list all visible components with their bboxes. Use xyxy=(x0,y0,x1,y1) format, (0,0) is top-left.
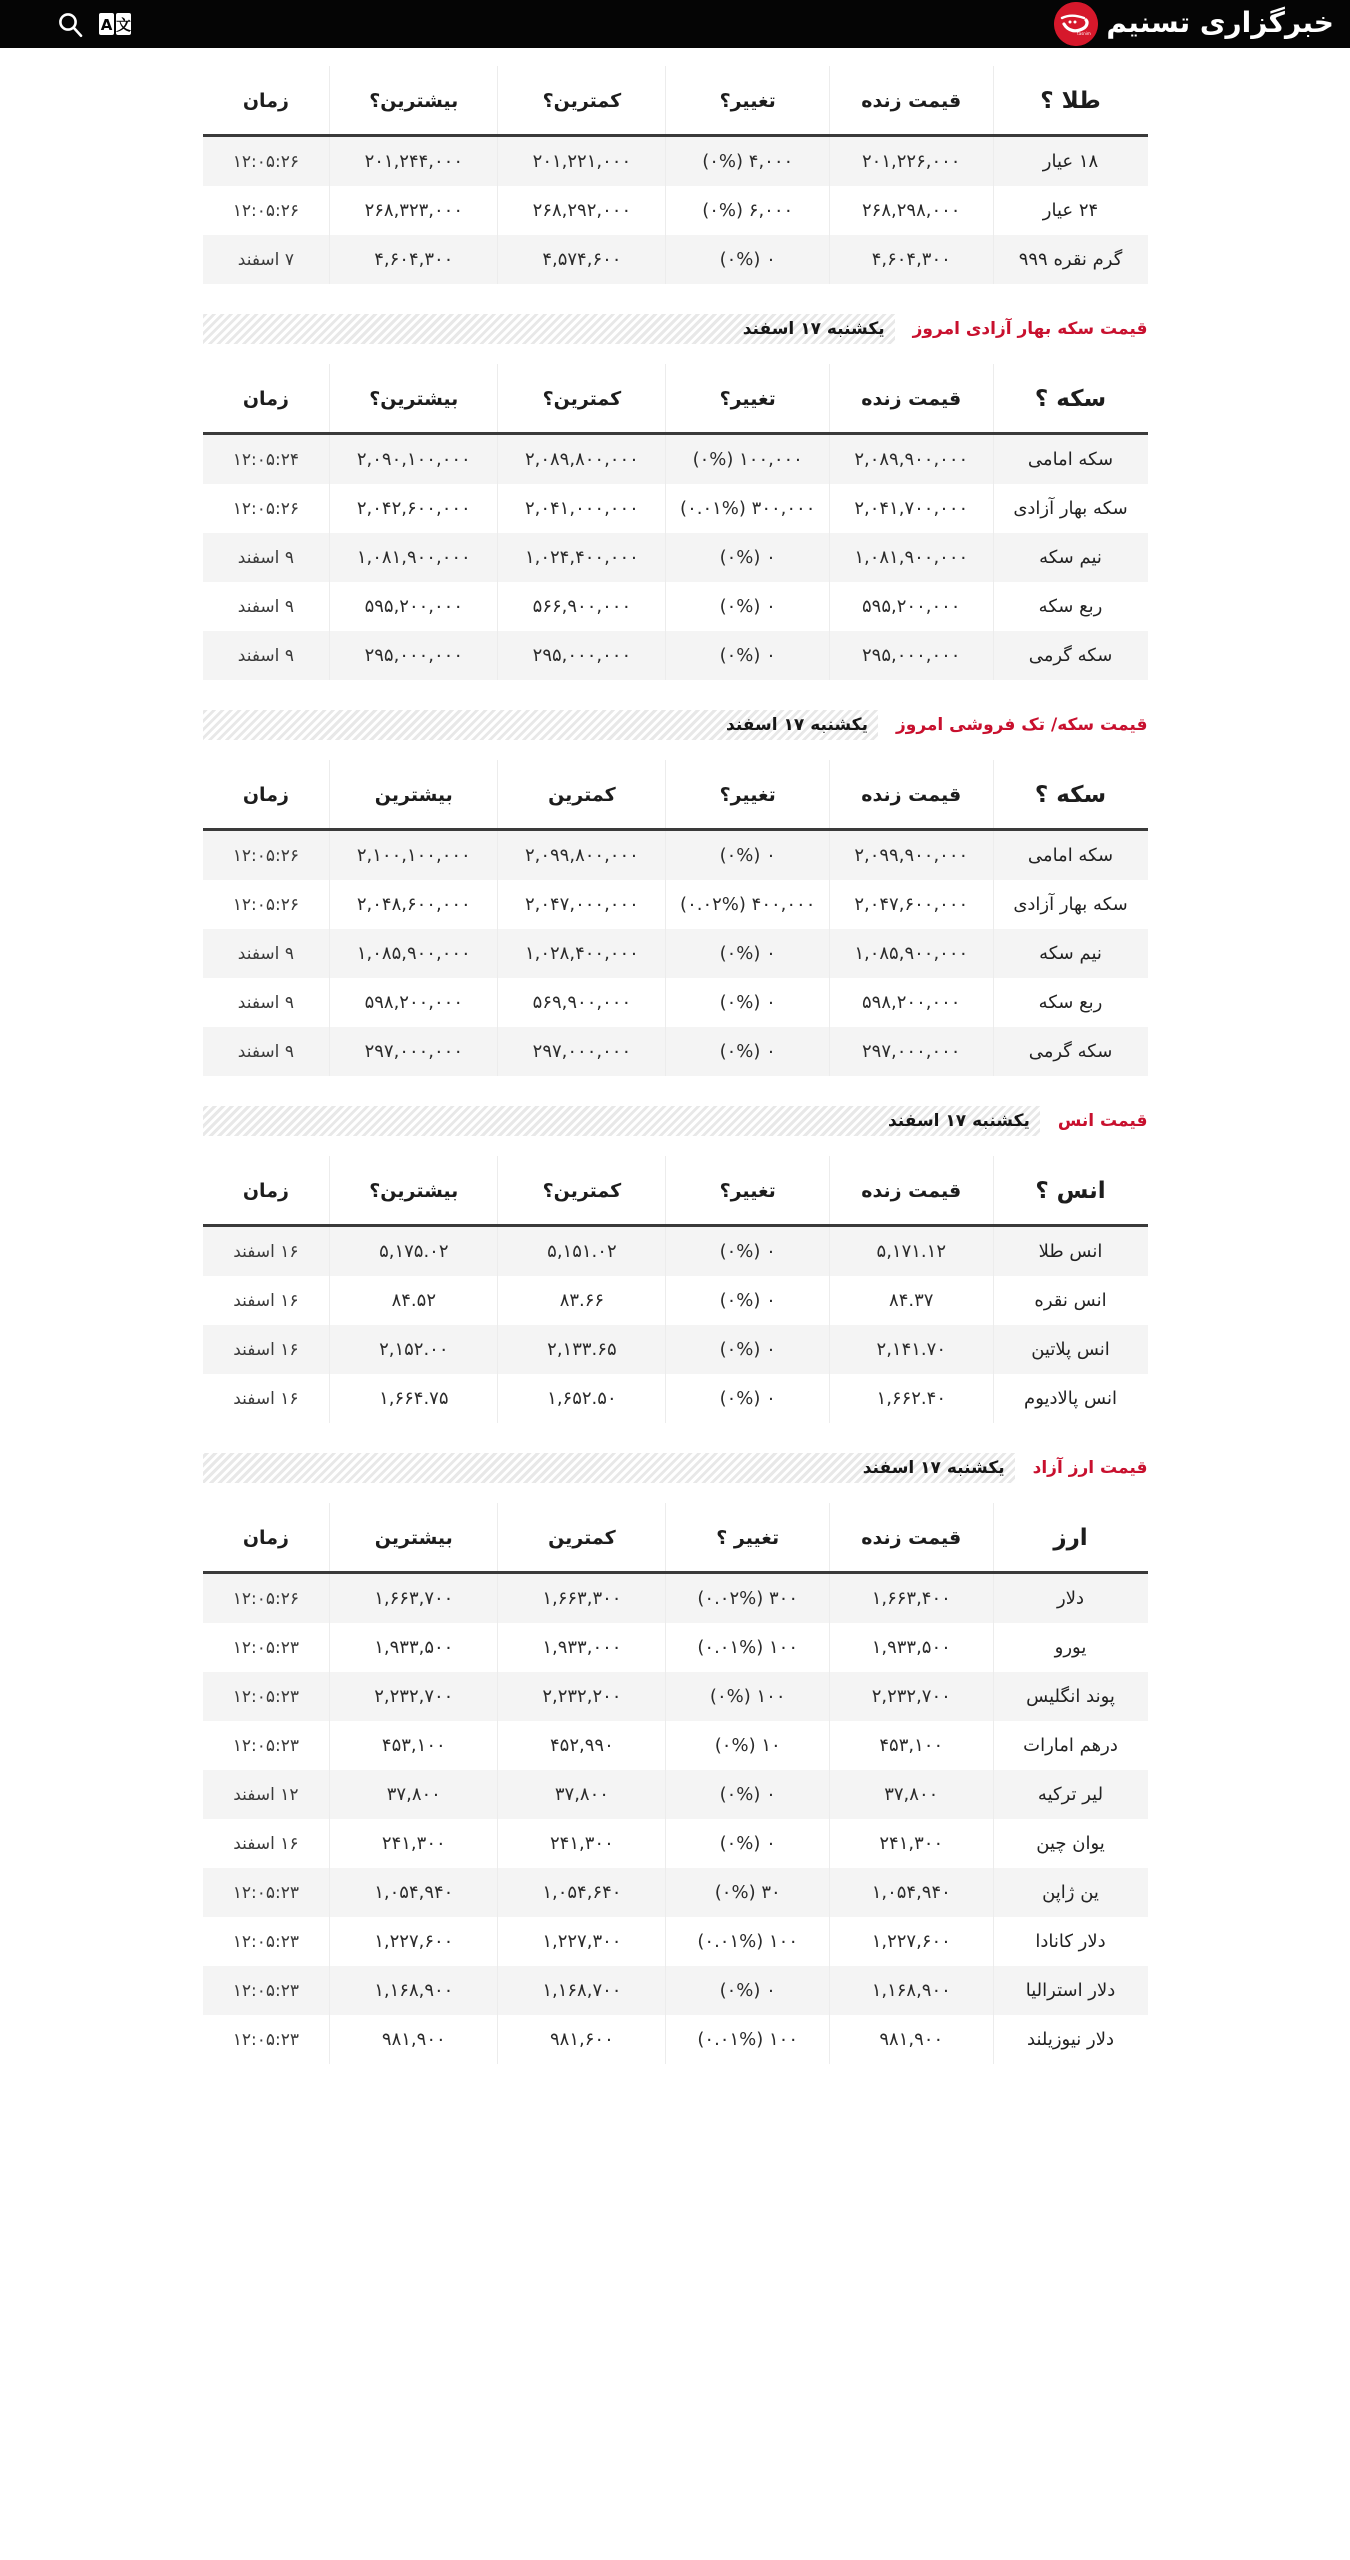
update-time: ۱۶ اسفند xyxy=(203,1226,330,1277)
asset-name: دلار نیوزیلند xyxy=(993,2015,1147,2064)
lowest-price: ۸۳.۶۶ xyxy=(498,1276,666,1325)
section-stripe xyxy=(203,1106,1040,1136)
asset-name: لیر ترکیه xyxy=(993,1770,1147,1819)
column-header-time: زمان xyxy=(203,66,330,136)
section-date: یکشنبه ۱۷ اسفند xyxy=(862,1458,1005,1478)
asset-name: سکه بهار آزادی xyxy=(993,484,1147,533)
column-header-highest: بیشترین xyxy=(330,1503,498,1573)
live-price: ۱,۰۸۵,۹۰۰,۰۰۰ xyxy=(829,929,993,978)
table-row xyxy=(203,1027,1148,1076)
highest-price: ۱,۲۲۷,۶۰۰ xyxy=(330,1917,498,1966)
lowest-price: ۱,۲۲۷,۳۰۰ xyxy=(498,1917,666,1966)
column-header-live-price: قیمت زنده xyxy=(829,1156,993,1226)
section-gold xyxy=(0,48,1350,312)
highest-price: ۲,۲۳۲,۷۰۰ xyxy=(330,1672,498,1721)
section-header-forex xyxy=(203,1451,1148,1485)
asset-name: انس طلا xyxy=(993,1226,1147,1277)
live-price: ۲۰۱,۲۲۶,۰۰۰ xyxy=(829,136,993,187)
asset-name: دلار کانادا xyxy=(993,1917,1147,1966)
highest-price: ۴۵۳,۱۰۰ xyxy=(330,1721,498,1770)
lowest-price: ۱,۰۲۸,۴۰۰,۰۰۰ xyxy=(498,929,666,978)
section-title[interactable]: قیمت انس xyxy=(1057,1111,1148,1131)
change-value: ۰ (۰%) xyxy=(666,582,830,631)
column-header-highest: بیشترین؟ xyxy=(330,66,498,136)
lowest-price: ۱,۰۵۴,۶۴۰ xyxy=(498,1868,666,1917)
asset-name: یورو xyxy=(993,1623,1147,1672)
asset-name: ربع سکه xyxy=(993,582,1147,631)
table-row xyxy=(203,631,1148,680)
highest-price: ۱,۹۳۳,۵۰۰ xyxy=(330,1623,498,1672)
lowest-price: ۵,۱۵۱.۰۲ xyxy=(498,1226,666,1277)
change-value: ۶,۰۰۰ (۰%) xyxy=(666,186,830,235)
column-header-change: تغییر ؟ xyxy=(666,1503,830,1573)
asset-name: ربع سکه xyxy=(993,978,1147,1027)
column-header-time: زمان xyxy=(203,1156,330,1226)
update-time: ۱۲:۰۵:۲۳ xyxy=(203,1868,330,1917)
update-time: ۹ اسفند xyxy=(203,929,330,978)
table-row xyxy=(203,533,1148,582)
column-header-asset: سکه ؟ xyxy=(993,364,1147,434)
lowest-price: ۲۹۵,۰۰۰,۰۰۰ xyxy=(498,631,666,680)
column-header-change: تغییر؟ xyxy=(666,364,830,434)
change-value: ۰ (۰%) xyxy=(666,1374,830,1423)
column-header-change: تغییر؟ xyxy=(666,1156,830,1226)
highest-price: ۱,۶۶۳,۷۰۰ xyxy=(330,1573,498,1624)
live-price: ۱,۰۸۱,۹۰۰,۰۰۰ xyxy=(829,533,993,582)
change-value: ۰ (۰%) xyxy=(666,1966,830,2015)
section-stripe xyxy=(203,710,878,740)
column-header-highest: بیشترین؟ xyxy=(330,1156,498,1226)
highest-price: ۱,۰۵۴,۹۴۰ xyxy=(330,1868,498,1917)
hamburger-menu-icon[interactable] xyxy=(12,12,42,36)
gold-table-card xyxy=(203,48,1148,312)
live-price: ۴,۶۰۴,۳۰۰ xyxy=(829,235,993,284)
highest-price: ۹۸۱,۹۰۰ xyxy=(330,2015,498,2064)
table-header-row xyxy=(203,364,1148,434)
update-time: ۱۲:۰۵:۲۳ xyxy=(203,2015,330,2064)
asset-name: دلار استرالیا xyxy=(993,1966,1147,2015)
asset-name: سکه امامی xyxy=(993,830,1147,881)
site-brand-name: خبرگزاری تسنیم xyxy=(1106,5,1334,39)
section-coin-bahar-azadi xyxy=(0,312,1350,708)
live-price: ۲,۱۴۱.۷۰ xyxy=(829,1325,993,1374)
asset-name: ۲۴ عیار xyxy=(993,186,1147,235)
update-time: ۱۲:۰۵:۲۶ xyxy=(203,186,330,235)
update-time: ۱۲:۰۵:۲۶ xyxy=(203,830,330,881)
svg-text:A: A xyxy=(100,16,113,34)
table-row xyxy=(203,136,1148,187)
coin-bahar-azadi-price-table xyxy=(203,364,1148,680)
site-brand[interactable] xyxy=(1054,2,1336,46)
change-value: ۰ (۰%) xyxy=(666,235,830,284)
asset-name: پوند انگلیس xyxy=(993,1672,1147,1721)
search-icon[interactable] xyxy=(56,10,84,38)
asset-name: گرم نقره ۹۹۹ xyxy=(993,235,1147,284)
highest-price: ۲۰۱,۲۴۴,۰۰۰ xyxy=(330,136,498,187)
change-value: ۰ (۰%) xyxy=(666,929,830,978)
section-title[interactable]: قیمت سکه/ تک فروشی امروز xyxy=(895,715,1148,735)
live-price: ۳۷,۸۰۰ xyxy=(829,1770,993,1819)
asset-name: سکه امامی xyxy=(993,434,1147,485)
highest-price: ۳۷,۸۰۰ xyxy=(330,1770,498,1819)
section-ounce xyxy=(0,1104,1350,1451)
change-value: ۰ (۰%) xyxy=(666,978,830,1027)
change-value: ۴۰۰,۰۰۰ (۰.۰۲%) xyxy=(666,880,830,929)
live-price: ۵۹۸,۲۰۰,۰۰۰ xyxy=(829,978,993,1027)
live-price: ۸۴.۳۷ xyxy=(829,1276,993,1325)
lowest-price: ۲۶۸,۲۹۲,۰۰۰ xyxy=(498,186,666,235)
column-header-asset: ارز xyxy=(993,1503,1147,1573)
update-time: ۱۲ اسفند xyxy=(203,1770,330,1819)
highest-price: ۲,۰۴۲,۶۰۰,۰۰۰ xyxy=(330,484,498,533)
highest-price: ۵۹۵,۲۰۰,۰۰۰ xyxy=(330,582,498,631)
lowest-price: ۲,۰۴۷,۰۰۰,۰۰۰ xyxy=(498,880,666,929)
highest-price: ۲,۰۹۰,۱۰۰,۰۰۰ xyxy=(330,434,498,485)
update-time: ۱۲:۰۵:۲۳ xyxy=(203,1721,330,1770)
lowest-price: ۲۰۱,۲۲۱,۰۰۰ xyxy=(498,136,666,187)
live-price: ۲۴۱,۳۰۰ xyxy=(829,1819,993,1868)
coin-bahar-azadi-table-card xyxy=(203,346,1148,708)
asset-name: انس نقره xyxy=(993,1276,1147,1325)
update-time: ۱۶ اسفند xyxy=(203,1819,330,1868)
table-row xyxy=(203,484,1148,533)
highest-price: ۲۹۵,۰۰۰,۰۰۰ xyxy=(330,631,498,680)
lowest-price: ۲,۲۳۲,۲۰۰ xyxy=(498,1672,666,1721)
change-value: ۳۰۰,۰۰۰ (۰.۰۱%) xyxy=(666,484,830,533)
update-time: ۱۲:۰۵:۲۶ xyxy=(203,136,330,187)
lowest-price: ۱,۶۵۲.۵۰ xyxy=(498,1374,666,1423)
table-row xyxy=(203,186,1148,235)
asset-name: انس پلاتین xyxy=(993,1325,1147,1374)
section-stripe xyxy=(203,314,895,344)
update-time: ۹ اسفند xyxy=(203,1027,330,1076)
change-value: ۰ (۰%) xyxy=(666,1325,830,1374)
section-date: یکشنبه ۱۷ اسفند xyxy=(726,715,868,735)
highest-price: ۴,۶۰۴,۳۰۰ xyxy=(330,235,498,284)
live-price: ۲۹۵,۰۰۰,۰۰۰ xyxy=(829,631,993,680)
change-value: ۰ (۰%) xyxy=(666,1027,830,1076)
translate-icon[interactable] xyxy=(98,12,132,36)
table-row xyxy=(203,1868,1148,1917)
ounce-price-table xyxy=(203,1156,1148,1423)
table-row xyxy=(203,929,1148,978)
svg-text:文: 文 xyxy=(115,16,132,34)
table-row xyxy=(203,1917,1148,1966)
lowest-price: ۵۶۶,۹۰۰,۰۰۰ xyxy=(498,582,666,631)
table-row xyxy=(203,1770,1148,1819)
highest-price: ۲,۱۰۰,۱۰۰,۰۰۰ xyxy=(330,830,498,881)
change-value: ۰ (۰%) xyxy=(666,533,830,582)
change-value: ۰ (۰%) xyxy=(666,1770,830,1819)
topbar-left-controls xyxy=(12,10,132,38)
live-price: ۴۵۳,۱۰۰ xyxy=(829,1721,993,1770)
update-time: ۹ اسفند xyxy=(203,533,330,582)
change-value: ۰ (۰%) xyxy=(666,1276,830,1325)
lowest-price: ۱,۶۶۳,۳۰۰ xyxy=(498,1573,666,1624)
price-tables-page xyxy=(0,48,1350,2092)
table-header-row xyxy=(203,1156,1148,1226)
column-header-time: زمان xyxy=(203,760,330,830)
change-value: ۱۰ (۰%) xyxy=(666,1721,830,1770)
change-value: ۴,۰۰۰ (۰%) xyxy=(666,136,830,187)
asset-name: دلار xyxy=(993,1573,1147,1624)
asset-name: یوان چین xyxy=(993,1819,1147,1868)
table-row xyxy=(203,1623,1148,1672)
column-header-live-price: قیمت زنده xyxy=(829,760,993,830)
column-header-time: زمان xyxy=(203,1503,330,1573)
update-time: ۱۲:۰۵:۲۴ xyxy=(203,434,330,485)
table-row xyxy=(203,978,1148,1027)
table-row xyxy=(203,1276,1148,1325)
lowest-price: ۲۴۱,۳۰۰ xyxy=(498,1819,666,1868)
live-price: ۲,۰۸۹,۹۰۰,۰۰۰ xyxy=(829,434,993,485)
live-price: ۱,۹۳۳,۵۰۰ xyxy=(829,1623,993,1672)
live-price: ۲,۰۹۹,۹۰۰,۰۰۰ xyxy=(829,830,993,881)
forex-price-table xyxy=(203,1503,1148,2064)
update-time: ۱۲:۰۵:۲۶ xyxy=(203,484,330,533)
section-title[interactable]: قیمت سکه بهار آزادی امروز xyxy=(912,319,1148,339)
update-time: ۹ اسفند xyxy=(203,582,330,631)
column-header-change: تغییر؟ xyxy=(666,760,830,830)
change-value: ۱۰۰ (۰%) xyxy=(666,1672,830,1721)
lowest-price: ۹۸۱,۶۰۰ xyxy=(498,2015,666,2064)
asset-name: نیم سکه xyxy=(993,929,1147,978)
live-price: ۱,۱۶۸,۹۰۰ xyxy=(829,1966,993,2015)
live-price: ۵,۱۷۱.۱۲ xyxy=(829,1226,993,1277)
coin-retail-table-card xyxy=(203,742,1148,1104)
lowest-price: ۱,۱۶۸,۷۰۰ xyxy=(498,1966,666,2015)
lowest-price: ۲,۰۹۹,۸۰۰,۰۰۰ xyxy=(498,830,666,881)
table-row xyxy=(203,1819,1148,1868)
column-header-live-price: قیمت زنده xyxy=(829,364,993,434)
update-time: ۱۲:۰۵:۲۳ xyxy=(203,1672,330,1721)
update-time: ۱۲:۰۵:۲۳ xyxy=(203,1917,330,1966)
table-row xyxy=(203,1721,1148,1770)
highest-price: ۱,۶۶۴.۷۵ xyxy=(330,1374,498,1423)
change-value: ۱۰۰ (۰.۰۱%) xyxy=(666,1623,830,1672)
update-time: ۱۶ اسفند xyxy=(203,1276,330,1325)
update-time: ۱۲:۰۵:۲۶ xyxy=(203,1573,330,1624)
table-header-row xyxy=(203,66,1148,136)
change-value: ۰ (۰%) xyxy=(666,631,830,680)
column-header-live-price: قیمت زنده xyxy=(829,1503,993,1573)
table-row xyxy=(203,2015,1148,2064)
live-price: ۵۹۵,۲۰۰,۰۰۰ xyxy=(829,582,993,631)
change-value: ۱۰۰ (۰.۰۱%) xyxy=(666,1917,830,1966)
table-row xyxy=(203,1573,1148,1624)
coin-retail-price-table xyxy=(203,760,1148,1076)
ounce-table-card xyxy=(203,1138,1148,1451)
change-value: ۱۰۰,۰۰۰ (۰%) xyxy=(666,434,830,485)
table-row xyxy=(203,1966,1148,2015)
section-header-ounce xyxy=(203,1104,1148,1138)
highest-price: ۱,۰۸۵,۹۰۰,۰۰۰ xyxy=(330,929,498,978)
lowest-price: ۱,۹۳۳,۰۰۰ xyxy=(498,1623,666,1672)
live-price: ۱,۶۶۳,۴۰۰ xyxy=(829,1573,993,1624)
change-value: ۰ (۰%) xyxy=(666,1819,830,1868)
asset-name: درهم امارات xyxy=(993,1721,1147,1770)
table-row xyxy=(203,880,1148,929)
section-header-coin-retail xyxy=(203,708,1148,742)
table-row xyxy=(203,1672,1148,1721)
update-time: ۹ اسفند xyxy=(203,631,330,680)
highest-price: ۸۴.۵۲ xyxy=(330,1276,498,1325)
live-price: ۲,۲۳۲,۷۰۰ xyxy=(829,1672,993,1721)
update-time: ۱۲:۰۵:۲۶ xyxy=(203,880,330,929)
update-time: ۱۶ اسفند xyxy=(203,1374,330,1423)
column-header-lowest: کمترین xyxy=(498,760,666,830)
change-value: ۱۰۰ (۰.۰۱%) xyxy=(666,2015,830,2064)
column-header-change: تغییر؟ xyxy=(666,66,830,136)
column-header-live-price: قیمت زنده xyxy=(829,66,993,136)
highest-price: ۲,۱۵۲.۰۰ xyxy=(330,1325,498,1374)
lowest-price: ۵۶۹,۹۰۰,۰۰۰ xyxy=(498,978,666,1027)
table-row xyxy=(203,1325,1148,1374)
lowest-price: ۲۹۷,۰۰۰,۰۰۰ xyxy=(498,1027,666,1076)
table-row xyxy=(203,1374,1148,1423)
highest-price: ۵,۱۷۵.۰۲ xyxy=(330,1226,498,1277)
column-header-highest: بیشترین xyxy=(330,760,498,830)
column-header-asset: طلا ؟ xyxy=(993,66,1147,136)
section-header-coin-bahar-azadi xyxy=(203,312,1148,346)
section-date: یکشنبه ۱۷ اسفند xyxy=(887,1111,1030,1131)
change-value: ۰ (۰%) xyxy=(666,1226,830,1277)
section-title[interactable]: قیمت ارز آزاد xyxy=(1032,1458,1148,1478)
asset-name: انس پالادیوم xyxy=(993,1374,1147,1423)
lowest-price: ۴,۵۷۴,۶۰۰ xyxy=(498,235,666,284)
asset-name: نیم سکه xyxy=(993,533,1147,582)
column-header-lowest: کمترین؟ xyxy=(498,66,666,136)
asset-name: ۱۸ عیار xyxy=(993,136,1147,187)
update-time: ۹ اسفند xyxy=(203,978,330,1027)
asset-name: سکه گرمی xyxy=(993,631,1147,680)
table-row xyxy=(203,1226,1148,1277)
live-price: ۱,۰۵۴,۹۴۰ xyxy=(829,1868,993,1917)
svg-text:tasnim: tasnim xyxy=(1077,31,1092,36)
table-row xyxy=(203,235,1148,284)
update-time: ۱۲:۰۵:۲۳ xyxy=(203,1623,330,1672)
live-price: ۲,۰۴۷,۶۰۰,۰۰۰ xyxy=(829,880,993,929)
update-time: ۱۲:۰۵:۲۳ xyxy=(203,1966,330,2015)
highest-price: ۲۹۷,۰۰۰,۰۰۰ xyxy=(330,1027,498,1076)
column-header-lowest: کمترین؟ xyxy=(498,364,666,434)
gold-price-table xyxy=(203,66,1148,284)
asset-name: سکه بهار آزادی xyxy=(993,880,1147,929)
section-date: یکشنبه ۱۷ اسفند xyxy=(742,319,885,339)
lowest-price: ۱,۰۲۴,۴۰۰,۰۰۰ xyxy=(498,533,666,582)
highest-price: ۵۹۸,۲۰۰,۰۰۰ xyxy=(330,978,498,1027)
highest-price: ۲۶۸,۳۲۳,۰۰۰ xyxy=(330,186,498,235)
table-header-row xyxy=(203,1503,1148,1573)
asset-name: سکه گرمی xyxy=(993,1027,1147,1076)
live-price: ۲,۰۴۱,۷۰۰,۰۰۰ xyxy=(829,484,993,533)
highest-price: ۱,۱۶۸,۹۰۰ xyxy=(330,1966,498,2015)
live-price: ۱,۶۶۲.۴۰ xyxy=(829,1374,993,1423)
change-value: ۳۰۰ (۰.۰۲%) xyxy=(666,1573,830,1624)
highest-price: ۲۴۱,۳۰۰ xyxy=(330,1819,498,1868)
column-header-lowest: کمترین؟ xyxy=(498,1156,666,1226)
column-header-lowest: کمترین xyxy=(498,1503,666,1573)
section-stripe xyxy=(203,1453,1015,1483)
change-value: ۳۰ (۰%) xyxy=(666,1868,830,1917)
section-forex xyxy=(0,1451,1350,2092)
column-header-asset: سکه ؟ xyxy=(993,760,1147,830)
lowest-price: ۴۵۲,۹۹۰ xyxy=(498,1721,666,1770)
lowest-price: ۳۷,۸۰۰ xyxy=(498,1770,666,1819)
table-row xyxy=(203,830,1148,881)
change-value: ۰ (۰%) xyxy=(666,830,830,881)
live-price: ۱,۲۲۷,۶۰۰ xyxy=(829,1917,993,1966)
update-time: ۱۶ اسفند xyxy=(203,1325,330,1374)
tasnim-logo-icon xyxy=(1054,2,1098,46)
live-price: ۲۶۸,۲۹۸,۰۰۰ xyxy=(829,186,993,235)
column-header-asset: انس ؟ xyxy=(993,1156,1147,1226)
live-price: ۹۸۱,۹۰۰ xyxy=(829,2015,993,2064)
column-header-highest: بیشترین؟ xyxy=(330,364,498,434)
column-header-time: زمان xyxy=(203,364,330,434)
highest-price: ۱,۰۸۱,۹۰۰,۰۰۰ xyxy=(330,533,498,582)
update-time: ۷ اسفند xyxy=(203,235,330,284)
asset-name: ین ژاپن xyxy=(993,1868,1147,1917)
forex-table-card xyxy=(203,1485,1148,2092)
top-navigation-bar xyxy=(0,0,1350,48)
section-coin-retail xyxy=(0,708,1350,1104)
lowest-price: ۲,۰۸۹,۸۰۰,۰۰۰ xyxy=(498,434,666,485)
table-row xyxy=(203,434,1148,485)
table-row xyxy=(203,582,1148,631)
live-price: ۲۹۷,۰۰۰,۰۰۰ xyxy=(829,1027,993,1076)
highest-price: ۲,۰۴۸,۶۰۰,۰۰۰ xyxy=(330,880,498,929)
lowest-price: ۲,۰۴۱,۰۰۰,۰۰۰ xyxy=(498,484,666,533)
lowest-price: ۲,۱۳۳.۶۵ xyxy=(498,1325,666,1374)
table-header-row xyxy=(203,760,1148,830)
